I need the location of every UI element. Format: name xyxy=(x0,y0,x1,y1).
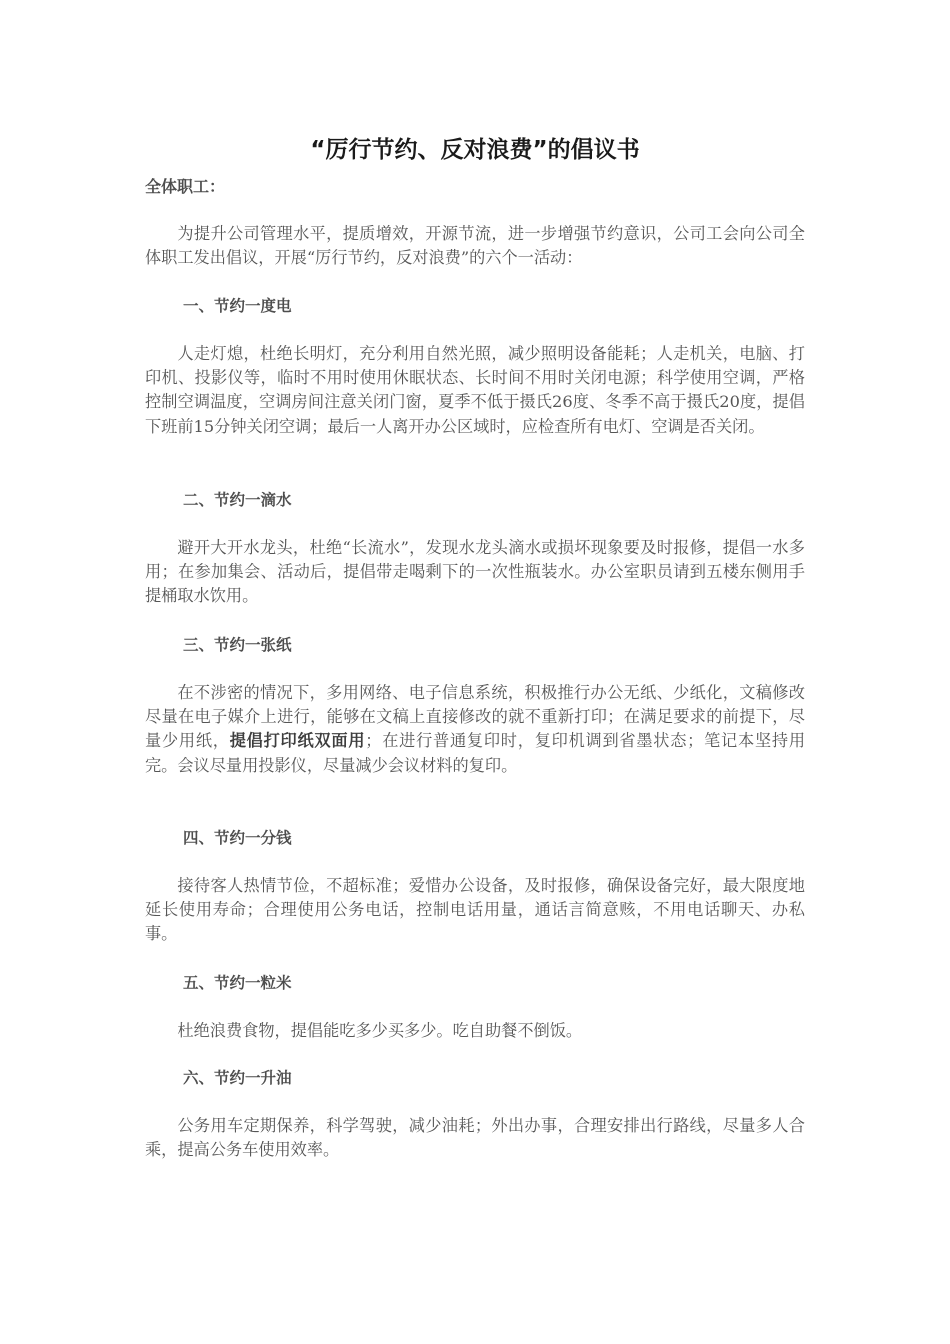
document-title: “厉行节约、反对浪费”的倡议书 xyxy=(310,137,640,163)
section-body-money: 接待客人热情节俭，不超标准；爱惜办公设备，及时报修，确保设备完好，最大限度地延长使用寿命；合理使用公务电话，控制电话用量，通话言简意赅，不用电话聊天、办私事。 xyxy=(145,876,805,944)
section-heading-water: 二、节约一滴水 xyxy=(183,491,292,509)
section-heading-rice: 五、节约一粒米 xyxy=(183,974,292,992)
section-heading-electricity: 一、节约一度电 xyxy=(183,297,292,315)
paper-body-emphasis: 提倡打印纸双面用 xyxy=(229,731,366,751)
section-heading-money: 四、节约一分钱 xyxy=(183,829,292,847)
paper-body-text-end: ；在进行普通复印时，复印机调到省墨状态；笔记本坚持用完。会议尽量用投影仪，尽量减少会议材料的复印。 xyxy=(145,731,806,775)
section-body-oil: 公务用车定期保养，科学驾驶，减少油耗；外出办事，合理安排出行路线，尽量多人合乘，提高公务车使用效率。 xyxy=(145,1116,805,1160)
salutation: 全体职工： xyxy=(145,177,226,196)
paper-body-text-start: 在不涉密的情况下，多用网络、电子信息系统，积极推行办公无纸、少纸化，文稿修改尽量在电子媒介上进行，能够在文稿上直接修改的就不重新打印；在满足要求的前提下，尽量少用纸， xyxy=(145,683,805,751)
section-body-electricity: 人走灯熄，杜绝长明灯，充分利用自然光照，减少照明设备能耗；人走机关，电脑、打印机、投影仪等，临时不用时使用休眠状态、长时间不用时关闭电源；科学使用空调，严格控制空调温度，空调房间注意关闭门窗，夏季不低于摄氏26度、冬季不高于摄氏20度，提倡下班前15分钟关闭空调；最后一人离开办公区域时，应检查所有电灯、空调是否关闭。 xyxy=(145,344,805,436)
intro-paragraph: 为提升公司管理水平，提质增效，开源节流，进一步增强节约意识，公司工会向公司全体职工发出倡议，开展“厉行节约，反对浪费”的六个一活动： xyxy=(145,224,805,268)
section-heading-paper: 三、节约一张纸 xyxy=(183,636,292,654)
section-body-rice: 杜绝浪费食物，提倡能吃多少买多少。吃自助餐不倒饭。 xyxy=(177,1021,583,1040)
section-heading-oil: 六、节约一升油 xyxy=(183,1069,292,1087)
document-page xyxy=(145,0,805,1344)
section-body-water: 避开大开水龙头，杜绝“长流水”，发现水龙头滴水或损坏现象要及时报修，提倡一水多用；在参加集会、活动后，提倡带走喝剩下的一次性瓶装水。办公室职员请到五楼东侧用手提桶取水饮用。 xyxy=(145,538,805,606)
section-body-paper xyxy=(145,681,805,778)
